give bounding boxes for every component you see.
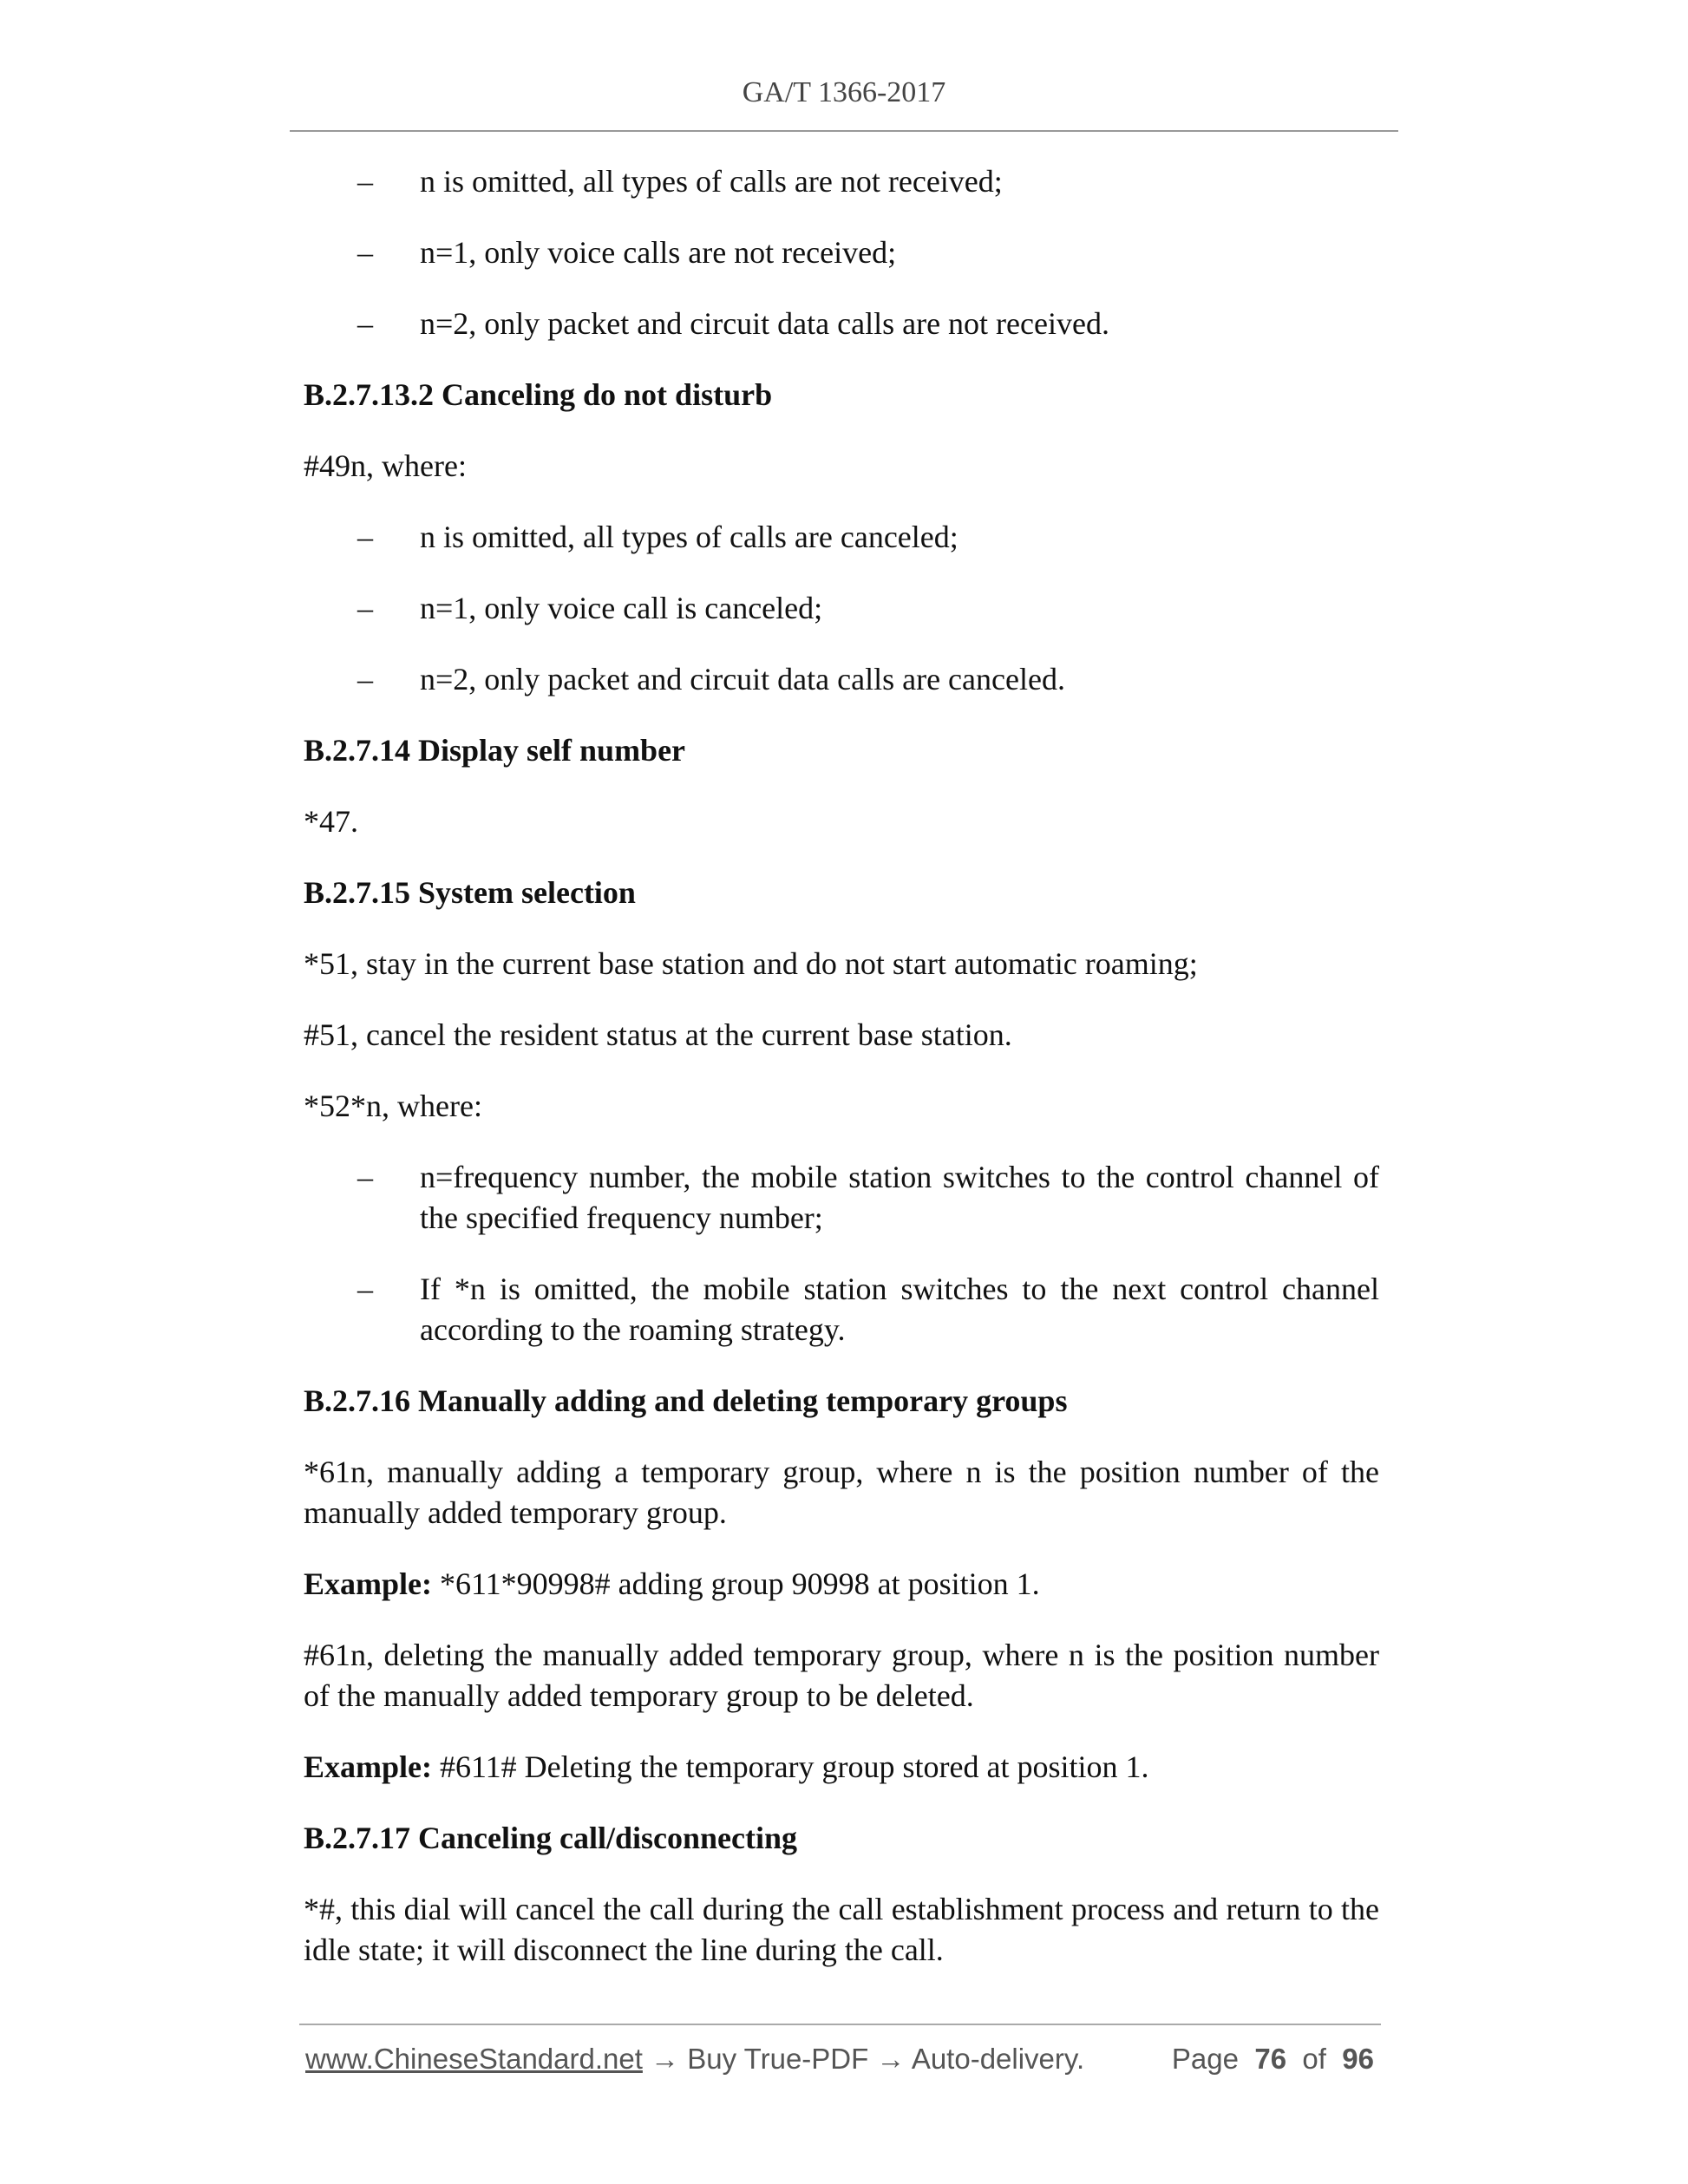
paragraph: *#, this dial will cancel the call during the call establishment process and return to the idle state; it will disconnect the line during the call. [304,1892,1379,1967]
promo-text: → Buy True-PDF → Auto-delivery. [642,2043,1085,2075]
list-item [304,588,1379,629]
section-heading: B.2.7.16 Manually adding and deleting temporary groups [304,1383,1068,1418]
page-label: Page [1171,2043,1239,2075]
example-paragraph [304,1564,1379,1605]
list-item-text: n=1, only voice calls are not received; [420,235,897,270]
bullet-dash: – [357,235,373,270]
paragraph: *61n, manually adding a temporary group, where n is the position number of the manually added temporary group. [304,1455,1379,1530]
paragraph: #49n, where: [304,448,467,483]
section-heading: B.2.7.17 Canceling call/disconnecting [304,1821,798,1855]
document-code: GA/T 1366-2017 [742,76,946,108]
list-item-text: If *n is omitted, the mobile station switches to the next control channel according to the roaming strategy. [420,1272,1379,1347]
footer-divider [299,2024,1381,2025]
example-label: Example: [304,1566,432,1601]
list-item [304,304,1379,344]
list-item-text: n=2, only packet and circuit data calls are not received. [420,306,1109,341]
list-item [304,232,1379,273]
document-body [304,161,1379,2001]
list-item [304,161,1379,202]
footer [305,2043,1381,2076]
example-paragraph [304,1747,1379,1788]
header-divider [290,130,1398,132]
page-number: 76 [1254,2043,1287,2075]
list-item [304,659,1379,700]
bullet-dash: – [357,662,373,696]
paragraph: *51, stay in the current base station and do not start automatic roaming; [304,946,1198,981]
paragraph: #61n, deleting the manually added temporary group, where n is the position number of the manually added temporary group to be deleted. [304,1638,1379,1713]
bullet-dash: – [357,520,373,554]
list-item-text: n=1, only voice call is canceled; [420,591,823,625]
example-label: Example: [304,1749,432,1784]
list-item [304,1269,1379,1350]
list-item-text: n is omitted, all types of calls are not received; [420,164,1003,199]
example-text: *611*90998# adding group 90998 at position 1. [432,1566,1040,1601]
paragraph: *52*n, where: [304,1089,482,1123]
section-heading: B.2.7.15 System selection [304,875,636,910]
paragraph: #51, cancel the resident status at the current base station. [304,1017,1012,1052]
bullet-dash: – [357,591,373,625]
page-total: 96 [1342,2043,1374,2075]
list-item [304,517,1379,558]
list-item [304,1157,1379,1239]
page-indicator [1172,2043,1374,2076]
bullet-dash: – [357,306,373,341]
example-text: #611# Deleting the temporary group stored at position 1. [432,1749,1149,1784]
bullet-dash: – [357,1272,373,1306]
list-item-text: n is omitted, all types of calls are canceled; [420,520,958,554]
list-item-text: n=frequency number, the mobile station switches to the control channel of the specified frequency number; [420,1160,1379,1235]
paragraph: *47. [304,804,358,839]
section-heading: B.2.7.14 Display self number [304,733,686,768]
section-heading: B.2.7.13.2 Canceling do not disturb [304,377,773,412]
of-label: of [1302,2043,1326,2075]
list-item-text: n=2, only packet and circuit data calls are canceled. [420,662,1065,696]
site-link[interactable]: www.ChineseStandard.net [305,2043,643,2075]
bullet-dash: – [357,164,373,199]
bullet-dash: – [357,1160,373,1194]
